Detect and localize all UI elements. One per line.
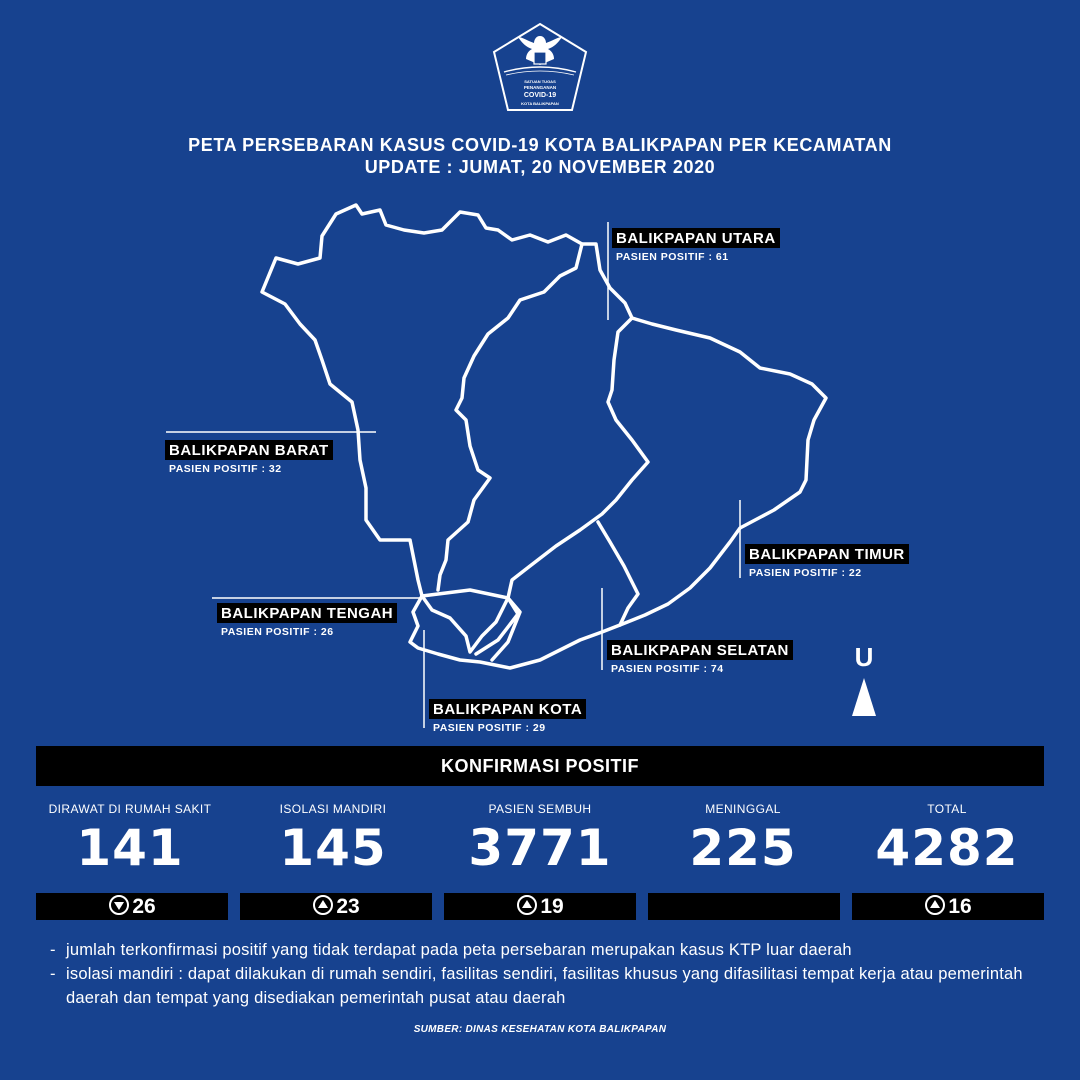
utara-barat-border	[438, 244, 582, 590]
stat-label: PASIEN SEMBUH	[488, 802, 592, 816]
north-arrow-icon	[846, 670, 882, 716]
stat-self-isolation	[233, 800, 433, 878]
title-line-1: PETA PERSEBARAN KASUS COVID-19 KOTA BALIKPAPAN PER KECAMATAN	[188, 135, 892, 155]
district-name: BALIKPAPAN BARAT	[165, 440, 333, 460]
stat-label: ISOLASI MANDIRI	[279, 802, 387, 816]
change-recovered	[444, 893, 636, 920]
triangle-up-icon	[924, 894, 946, 916]
note-text: jumlah terkonfirmasi positif yang tidak terdapat pada peta persebaran merupakan kasus KTP luar daerah	[66, 941, 852, 959]
note-item: - isolasi mandiri : dapat dilakukan di rumah sendiri, fasilitas sendiri, fasilitas khusus yang difasilitasi tempat kerja atau pemerintah daerah dan tempat yang disediakan pemerintah pusat atau daerah	[50, 962, 1050, 1010]
stat-deceased	[643, 800, 843, 878]
stat-total	[847, 800, 1047, 878]
change-total	[852, 893, 1044, 920]
notes-list	[50, 938, 1050, 1010]
label-balikpapan-kota	[429, 699, 586, 734]
logo-line-3: COVID-19	[523, 92, 557, 99]
change-self-isolation	[240, 893, 432, 920]
note-item: - jumlah terkonfirmasi positif yang tidak terdapat pada peta persebaran merupakan kasus KTP luar daerah	[50, 938, 1050, 962]
label-balikpapan-utara	[612, 228, 780, 263]
district-count: PASIEN POSITIF : 32	[169, 463, 282, 475]
stat-label: DIRAWAT DI RUMAH SAKIT	[48, 802, 212, 816]
district-name: BALIKPAPAN TENGAH	[217, 603, 397, 623]
district-count: PASIEN POSITIF : 74	[611, 663, 724, 675]
stat-hospitalized	[30, 800, 230, 878]
label-balikpapan-selatan	[607, 640, 793, 675]
north-arrow	[846, 644, 882, 720]
triangle-up-icon	[312, 894, 334, 916]
change-deceased	[648, 893, 840, 920]
section-title-bar: KONFIRMASI POSITIF	[36, 746, 1044, 786]
utara-timur-border	[508, 318, 648, 598]
label-balikpapan-tengah	[217, 603, 397, 638]
logo-line-1: SATUAN TUGAS	[524, 79, 556, 84]
stat-value: 225	[689, 819, 797, 877]
stat-value: 141	[76, 819, 184, 877]
triangle-down-icon	[108, 894, 130, 916]
stat-value: 3771	[468, 819, 612, 877]
title-line-2: UPDATE : JUMAT, 20 NOVEMBER 2020	[364, 157, 716, 177]
change-value: 23	[336, 895, 360, 918]
district-name: BALIKPAPAN TIMUR	[745, 544, 909, 564]
stat-label: TOTAL	[927, 802, 967, 816]
note-text: isolasi mandiri : dapat dilakukan di rumah sendiri, fasilitas sendiri, fasilitas khusus yang difasilitasi tempat kerja atau pemerintah daerah dan tempat yang disediakan pemerintah pusat atau daerah	[66, 965, 1023, 1007]
stat-recovered	[440, 800, 640, 878]
district-count: PASIEN POSITIF : 29	[433, 722, 546, 734]
change-value: 19	[540, 895, 564, 918]
district-count: PASIEN POSITIF : 26	[221, 626, 334, 638]
north-label: U	[854, 642, 874, 672]
label-balikpapan-barat	[165, 440, 333, 475]
stat-label: MENINGGAL	[705, 802, 781, 816]
change-value: 16	[948, 895, 972, 918]
district-name: BALIKPAPAN UTARA	[612, 228, 780, 248]
logo-line-4: KOTA BALIKPAPAN	[521, 101, 559, 106]
district-name: BALIKPAPAN KOTA	[429, 699, 586, 719]
change-value: 26	[132, 895, 156, 918]
timur-selatan-border	[598, 522, 638, 625]
change-hospitalized	[36, 893, 228, 920]
district-count: PASIEN POSITIF : 22	[749, 567, 862, 579]
triangle-up-icon	[516, 894, 538, 916]
logo-line-2: PENANGANAN	[523, 85, 557, 90]
label-balikpapan-timur	[745, 544, 909, 579]
stat-value: 145	[279, 819, 387, 877]
district-count: PASIEN POSITIF : 61	[616, 251, 729, 263]
stat-value: 4282	[875, 819, 1019, 877]
district-name: BALIKPAPAN SELATAN	[607, 640, 793, 660]
source-credit: SUMBER: DINAS KESEHATAN KOTA BALIKPAPAN	[413, 1024, 667, 1035]
